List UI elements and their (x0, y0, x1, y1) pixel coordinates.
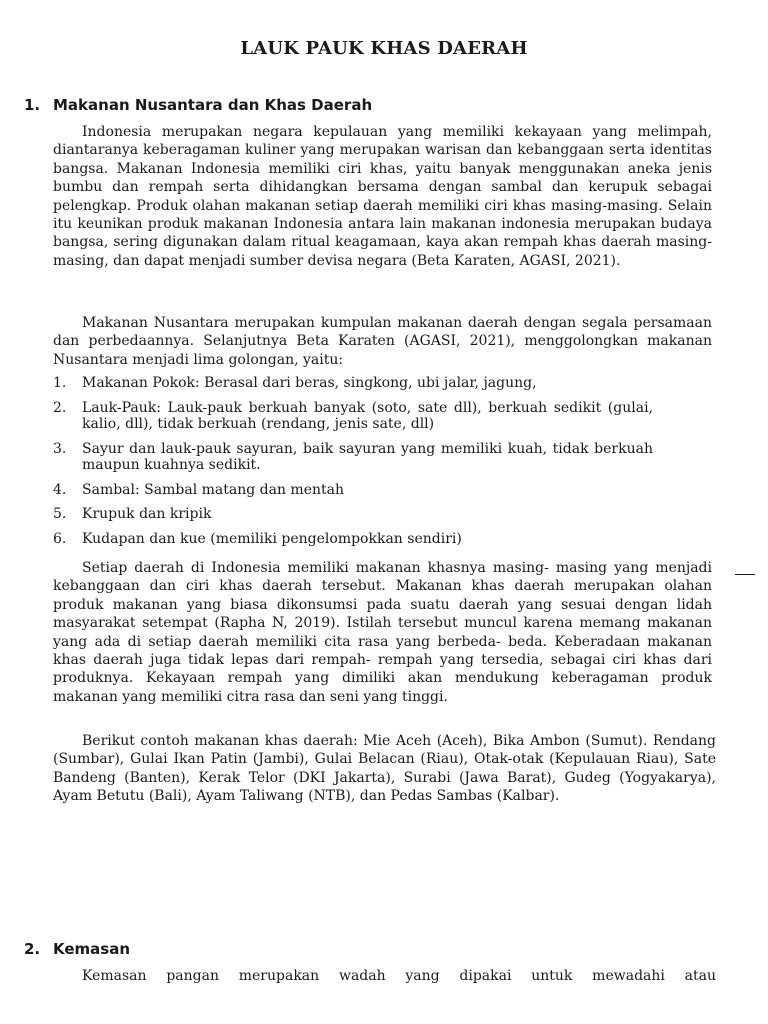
section-heading-makanan-nusantara (24, 96, 372, 114)
list-item (53, 400, 653, 433)
paragraph-contoh-makanan: Berikut contoh makanan khas daerah: Mie Aceh (Aceh), Bika Ambon (Sumut). Rendang (Sumbar), Gulai Ikan Patin (Jambi), Gulai Belacan (Riau), Otak-otak (Kepulauan Riau), Sate Bandeng (Banten), Kerak Telor (DKI Jakarta), Surabi (Jawa Barat), Gudeg (Yogyakarya), Ayam Betutu (Bali), Ayam Taliwang (NTB), dan Pedas Sambas (Kalbar). (53, 733, 716, 805)
paragraph-khas-daerah: Setiap daerah di Indonesia memiliki makanan khasnya masing- masing yang menjadi kebanggaan dan ciri khas daerah tersebut. Makanan khas daerah merupakan olahan produk makanan yang biasa dikonsumsi pada suatu daerah yang sesuai dengan lidah masyarakat setempat (Rapha N, 2019). Istilah tersebut muncul karena memang makanan yang ada di setiap daerah memiliki cita rasa yang berbeda- beda. Keberadaan makanan khas daerah juga tidak lepas dari rempah- rempah yang tersedia, sebagai ciri khas dari produknya. Kekayaan rempah yang dimiliki akan mendukung keberagaman produk makanan yang memiliki citra rasa dan seni yang tinggi. (53, 560, 712, 705)
list-number: 2. (53, 399, 67, 416)
paragraph-indonesia-kuliner: Indonesia merupakan negara kepulauan yang memiliki kekayaan yang melimpah, diantaranya keberagaman kuliner yang merupakan warisan dan kebanggaan serta identitas bangsa. Makanan Indonesia memiliki ciri khas, yaitu banyak menggunakan aneka jenis bumbu dan rempah serta dihidangkan bersama dengan sambal dan kerupuk sebagai pelengkap. Produk olahan makanan setiap daerah memiliki ciri khas masing-masing. Selain itu keunikan produk makanan Indonesia antara lain makanan indonesia merupakan budaya bangsa, sering digunakan dalam ritual keagamaan, kaya akan rempah khas daerah masing-masing, dan dapat menjadi sumber devisa negara (Beta Karaten, AGASI, 2021). (53, 124, 712, 269)
paragraph-block (53, 559, 712, 706)
list-text: Sayur dan lauk-pauk sayuran, baik sayuran yang memiliki kuah, tidak berkuah maupun kuahnya sedikit. (82, 440, 653, 473)
list-text: Sambal: Sambal matang dan mentah (82, 481, 344, 498)
paragraph-block (53, 123, 712, 270)
list-number: 6. (53, 530, 67, 547)
list-number: 4. (53, 481, 67, 498)
paragraph-block (53, 967, 716, 985)
list-item (53, 441, 653, 474)
section-heading-kemasan (24, 940, 130, 958)
margin-dash (735, 574, 755, 575)
section-title: Makanan Nusantara dan Khas Daerah (53, 96, 373, 114)
list-number: 1. (53, 375, 67, 391)
golongan-list (53, 375, 653, 555)
list-text: Lauk-Pauk: Lauk-pauk berkuah banyak (soto, sate dll), berkuah sedikit (gulai, kalio, dll), tidak berkuah (rendang, jenis sate, dll) (82, 399, 653, 432)
paragraph-block (53, 314, 712, 369)
list-item (53, 375, 653, 392)
section-title: Kemasan (53, 940, 131, 958)
list-text: Kudapan dan kue (memiliki pengelompokkan sendiri) (82, 530, 462, 547)
list-number: 5. (53, 506, 67, 522)
list-text: Makanan Pokok: Berasal dari beras, singkong, ubi jalar, jagung, (82, 375, 537, 391)
list-text: Krupuk dan kripik (82, 506, 212, 522)
paragraph-makanan-nusantara: Makanan Nusantara merupakan kumpulan makanan daerah dengan segala persamaan dan perbedaannya. Selanjutnya Beta Karaten (AGASI, 2021), menggolongkan makanan Nusantara menjadi lima golongan, yaitu: (53, 315, 712, 368)
list-item (53, 506, 653, 523)
list-item (53, 482, 653, 499)
paragraph-block (53, 732, 716, 806)
list-item (53, 531, 653, 548)
section-number: 1. (24, 96, 41, 114)
section-number: 2. (24, 940, 41, 958)
list-number: 3. (53, 440, 67, 457)
paragraph-kemasan: Kemasan pangan merupakan wadah yang dipakai untuk mewadahi atau (82, 968, 716, 984)
document-title: LAUK PAUK KHAS DAERAH (240, 38, 528, 59)
